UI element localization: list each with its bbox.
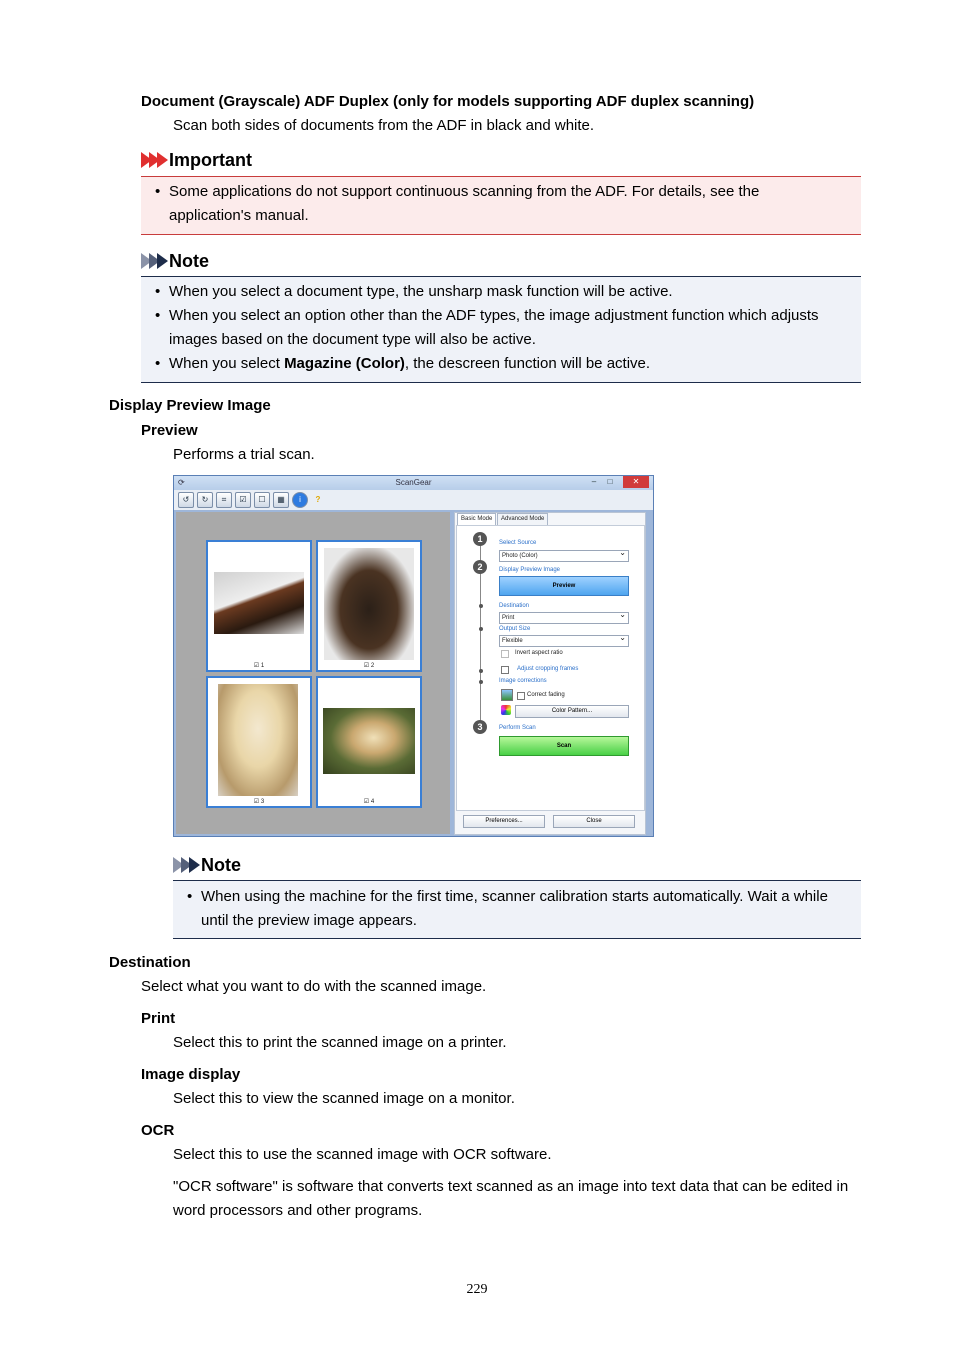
correct-fading-icon [501, 689, 513, 701]
adjust-cropping-label: Adjust cropping frames [517, 666, 579, 672]
rotate-right-icon[interactable]: ↻ [197, 492, 213, 508]
select-source-label: Select Source [499, 540, 537, 546]
image-corrections-label: Image corrections [499, 678, 547, 684]
preview-subheading: Preview [141, 422, 198, 439]
color-pattern-button[interactable]: Color Pattern... [515, 705, 629, 718]
important-icon [141, 152, 165, 168]
important-title: Important [169, 149, 252, 170]
note-item: • When you select a document type, the unsharp mask function will be active. [141, 280, 861, 304]
scangear-toolbar [174, 490, 653, 510]
rotate-left-icon[interactable]: ↺ [178, 492, 194, 508]
ocr-desc: Select this to use the scanned image with OCR software. [173, 1146, 552, 1163]
important-box [141, 176, 861, 235]
preview-desc: Performs a trial scan. [173, 446, 315, 463]
thumbnail-2[interactable] [316, 540, 422, 672]
display-preview-heading: Display Preview Image [109, 397, 271, 414]
scangear-title: ScanGear [395, 478, 432, 487]
note-title: Note [169, 250, 209, 271]
thumbnail-caption: ☑ 4 [363, 799, 375, 805]
output-size-dropdown[interactable]: Flexible ⌄ [499, 635, 629, 647]
step-1-icon: 1 [473, 532, 487, 546]
perform-scan-label: Perform Scan [499, 725, 536, 731]
image-display-desc: Select this to view the scanned image on a monitor. [173, 1090, 515, 1107]
note-box [173, 880, 861, 939]
step-2-icon: 2 [473, 560, 487, 574]
thumbnail-image [324, 548, 414, 660]
close-button[interactable]: Close [553, 815, 635, 828]
settings-panel [454, 512, 646, 835]
page-number: 229 [466, 1282, 488, 1297]
select-all-frames-icon[interactable]: ▦ [273, 492, 289, 508]
thumbnail-image [214, 572, 304, 634]
output-size-label: Output Size [499, 626, 531, 632]
note-item: • When using the machine for the first time, scanner calibration starts automatically. Wait a while until the preview image appears. [173, 885, 851, 933]
thumbnail-caption: ☑ 2 [363, 663, 375, 669]
ocr-heading: OCR [141, 1122, 175, 1139]
help-icon[interactable]: ? [315, 495, 321, 504]
note-icon [173, 857, 197, 873]
tab-basic-mode[interactable]: Basic Mode [457, 513, 496, 526]
invert-aspect-button[interactable] [501, 650, 509, 658]
note-heading [173, 853, 241, 877]
preview-button[interactable]: Preview [499, 576, 629, 596]
uncheck-all-icon[interactable]: ☐ [254, 492, 270, 508]
thumbnail-area [176, 512, 450, 834]
important-heading [141, 148, 252, 172]
note-item: • When you select an option other than the ADF types, the image adjustment function which adjusts images based on the document type will also be active. [141, 304, 839, 352]
correct-fading-label: Correct fading [527, 692, 565, 698]
window-close-icon[interactable]: ✕ [623, 476, 649, 488]
correct-fading-checkbox[interactable] [517, 692, 525, 700]
thumbnail-3[interactable] [206, 676, 312, 808]
basic-mode-content [456, 525, 645, 811]
maximize-icon[interactable]: □ [607, 477, 613, 486]
thumbnail-caption: ☑ 3 [253, 799, 265, 805]
adf-duplex-heading: Document (Grayscale) ADF Duplex (only for models supporting ADF duplex scanning) [141, 93, 755, 110]
note-heading [141, 249, 209, 273]
thumbnail-image [218, 684, 298, 796]
info-icon[interactable]: i [292, 492, 308, 508]
ocr-desc-2: "OCR software" is software that converts text scanned as an image into text data that can be edited in word processors and other programs. [173, 1178, 849, 1219]
print-heading: Print [141, 1010, 176, 1027]
adf-duplex-desc: Scan both sides of documents from the ADF in black and white. [173, 117, 595, 134]
scan-button[interactable]: Scan [499, 736, 629, 756]
thumbnail-4[interactable] [316, 676, 422, 808]
destination-desc: Select what you want to do with the scanned image. [141, 978, 487, 995]
thumbnail-image [323, 708, 415, 774]
thumbnail-1[interactable] [206, 540, 312, 672]
note-icon [141, 253, 165, 269]
scangear-app-icon: ⟳ [178, 478, 185, 487]
adjust-cropping-checkbox[interactable] [501, 666, 509, 674]
important-item: • Some applications do not support continuous scanning from the ADF. For details, see the application's manual. [141, 180, 829, 228]
select-source-dropdown[interactable]: Photo (Color) ⌄ [499, 550, 629, 562]
print-desc: Select this to print the scanned image on a printer. [173, 1034, 507, 1051]
note-item: • When you select Magazine (Color), the descreen function will be active. [141, 352, 861, 376]
scangear-titlebar [174, 476, 653, 490]
destination-dropdown[interactable]: Print ⌄ [499, 612, 629, 624]
display-preview-label: Display Preview Image [499, 567, 561, 573]
check-all-icon[interactable]: ☑ [235, 492, 251, 508]
scangear-window [173, 475, 654, 837]
step-3-icon: 3 [473, 720, 487, 734]
minimize-icon[interactable]: – [591, 477, 597, 486]
thumbnail-caption: ☑ 1 [253, 663, 265, 669]
auto-crop-icon[interactable]: ⌗ [216, 492, 232, 508]
destination-heading: Destination [109, 954, 191, 971]
note-box [141, 276, 861, 383]
image-display-heading: Image display [141, 1066, 241, 1083]
preferences-button[interactable]: Preferences... [463, 815, 545, 828]
invert-aspect-label: Invert aspect ratio [515, 650, 563, 656]
tab-advanced-mode[interactable]: Advanced Mode [497, 513, 548, 526]
destination-label: Destination [499, 603, 530, 609]
color-pattern-icon [501, 705, 511, 715]
note-title: Note [201, 854, 241, 875]
